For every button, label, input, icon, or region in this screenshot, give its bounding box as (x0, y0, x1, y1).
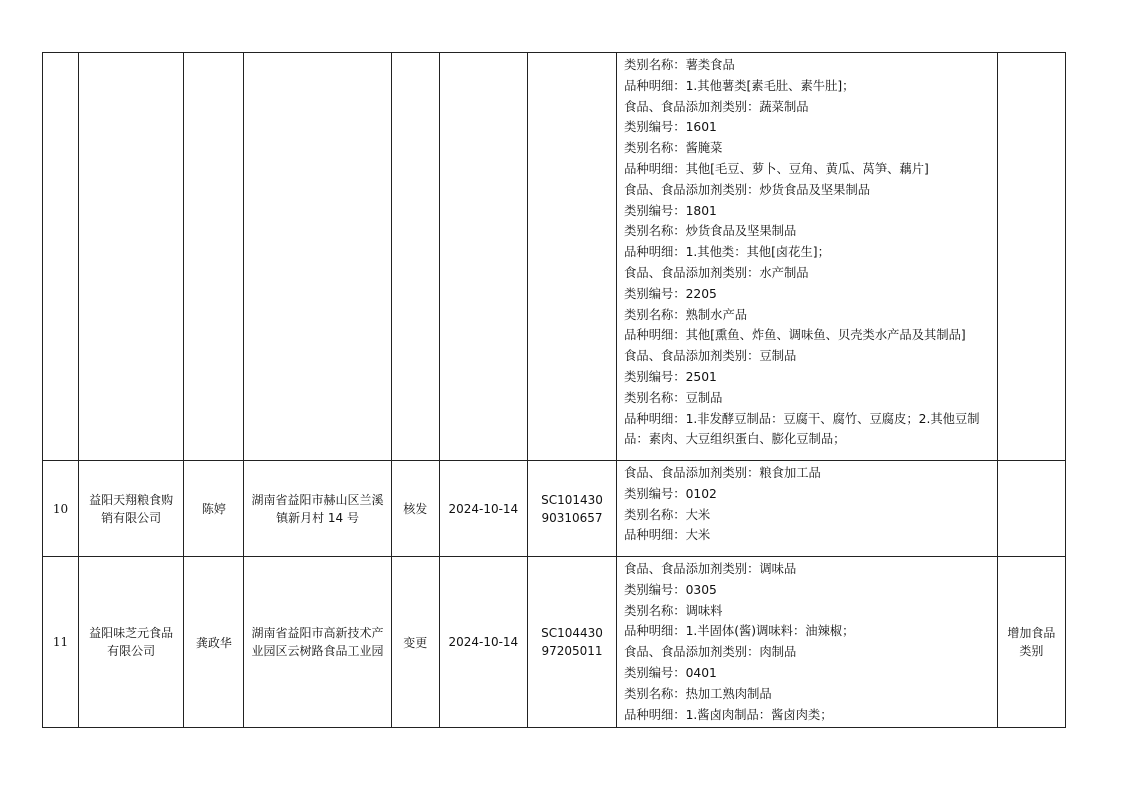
cell-address (244, 53, 391, 461)
detail-line: 类别名称：熟制水产品 (624, 307, 748, 322)
detail-line: 类别编号：1601 (624, 120, 717, 135)
detail-line: 类别名称：调味料 (624, 603, 723, 618)
cell-address: 湖南省益阳市赫山区兰溪镇新月村 14 号 (244, 461, 391, 557)
cell-license: SC10143090310657 (527, 461, 616, 557)
detail-line: 类别名称：豆制品 (624, 390, 723, 405)
detail-line: 食品、食品添加剂类别：肉制品 (624, 645, 797, 660)
cell-details (617, 53, 998, 461)
table-row (43, 53, 1066, 461)
detail-line: 类别名称：炒货食品及坚果制品 (624, 224, 797, 239)
cell-remark (997, 461, 1065, 557)
cell-remark (997, 53, 1065, 461)
cell-license: SC10443097205011 (527, 557, 616, 728)
table-row (43, 557, 1066, 728)
detail-line: 食品、食品添加剂类别：蔬菜制品 (624, 99, 809, 114)
detail-line: 类别名称：大米 (624, 507, 711, 522)
cell-date (439, 53, 527, 461)
detail-line: 食品、食品添加剂类别：炒货食品及坚果制品 (624, 182, 871, 197)
detail-line: 类别编号：2501 (624, 369, 717, 384)
detail-line: 类别名称：热加工熟肉制品 (624, 686, 772, 701)
detail-line: 类别编号：0401 (624, 665, 717, 680)
cell-person (184, 53, 244, 461)
detail-line: 类别编号：0305 (624, 582, 717, 597)
detail-line: 品种明细：大米 (624, 528, 711, 543)
detail-line: 品种明细：1.其他薯类[素毛肚、素牛肚]； (624, 78, 855, 93)
cell-company: 益阳味芝元食品有限公司 (79, 557, 184, 728)
detail-line: 食品、食品添加剂类别：水产制品 (624, 265, 809, 280)
cell-type: 变更 (391, 557, 439, 728)
cell-no (43, 53, 79, 461)
cell-no: 10 (43, 461, 79, 557)
detail-line: 食品、食品添加剂类别：调味品 (624, 562, 797, 576)
detail-line: 食品、食品添加剂类别：豆制品 (624, 349, 797, 364)
cell-person: 陈婷 (184, 461, 244, 557)
detail-line: 品种明细：1.非发酵豆制品：豆腐干、腐竹、豆腐皮；2.其他豆制品：素肉、大豆组织蛋白、膨化豆制品； (624, 411, 980, 447)
cell-address: 湖南省益阳市高新技术产业园区云树路食品工业园 (244, 557, 391, 728)
cell-license (527, 53, 616, 461)
detail-line: 类别编号：0102 (624, 486, 717, 501)
detail-line: 食品、食品添加剂类别：粮食加工品 (624, 466, 821, 480)
detail-line: 品种明细：其他[熏鱼、炸鱼、调味鱼、贝壳类水产品及其制品] (624, 328, 966, 343)
detail-line: 类别编号：1801 (624, 203, 717, 218)
cell-details (617, 557, 998, 728)
cell-remark: 增加食品类别 (997, 557, 1065, 728)
cell-person: 龚政华 (184, 557, 244, 728)
cell-date: 2024-10-14 (439, 461, 527, 557)
cell-no: 11 (43, 557, 79, 728)
license-table (42, 52, 1066, 728)
cell-type: 核发 (391, 461, 439, 557)
detail-line: 类别名称：酱腌菜 (624, 141, 723, 156)
cell-type (391, 53, 439, 461)
detail-line: 品种明细：1.其他类：其他[卤花生]； (624, 245, 830, 260)
table-row (43, 461, 1066, 557)
detail-line: 品种明细：其他[毛豆、萝卜、豆角、黄瓜、莴笋、藕片] (624, 161, 929, 176)
detail-line: 品种明细：1.半固体(酱)调味料：油辣椒； (624, 624, 855, 639)
detail-line: 品种明细：1.酱卤肉制品：酱卤肉类； (624, 707, 833, 722)
cell-details (617, 461, 998, 557)
cell-date: 2024-10-14 (439, 557, 527, 728)
detail-line: 类别编号：2205 (624, 286, 717, 301)
cell-company (79, 53, 184, 461)
detail-line: 类别名称：薯类食品 (624, 58, 735, 72)
cell-company: 益阳天翔粮食购销有限公司 (79, 461, 184, 557)
